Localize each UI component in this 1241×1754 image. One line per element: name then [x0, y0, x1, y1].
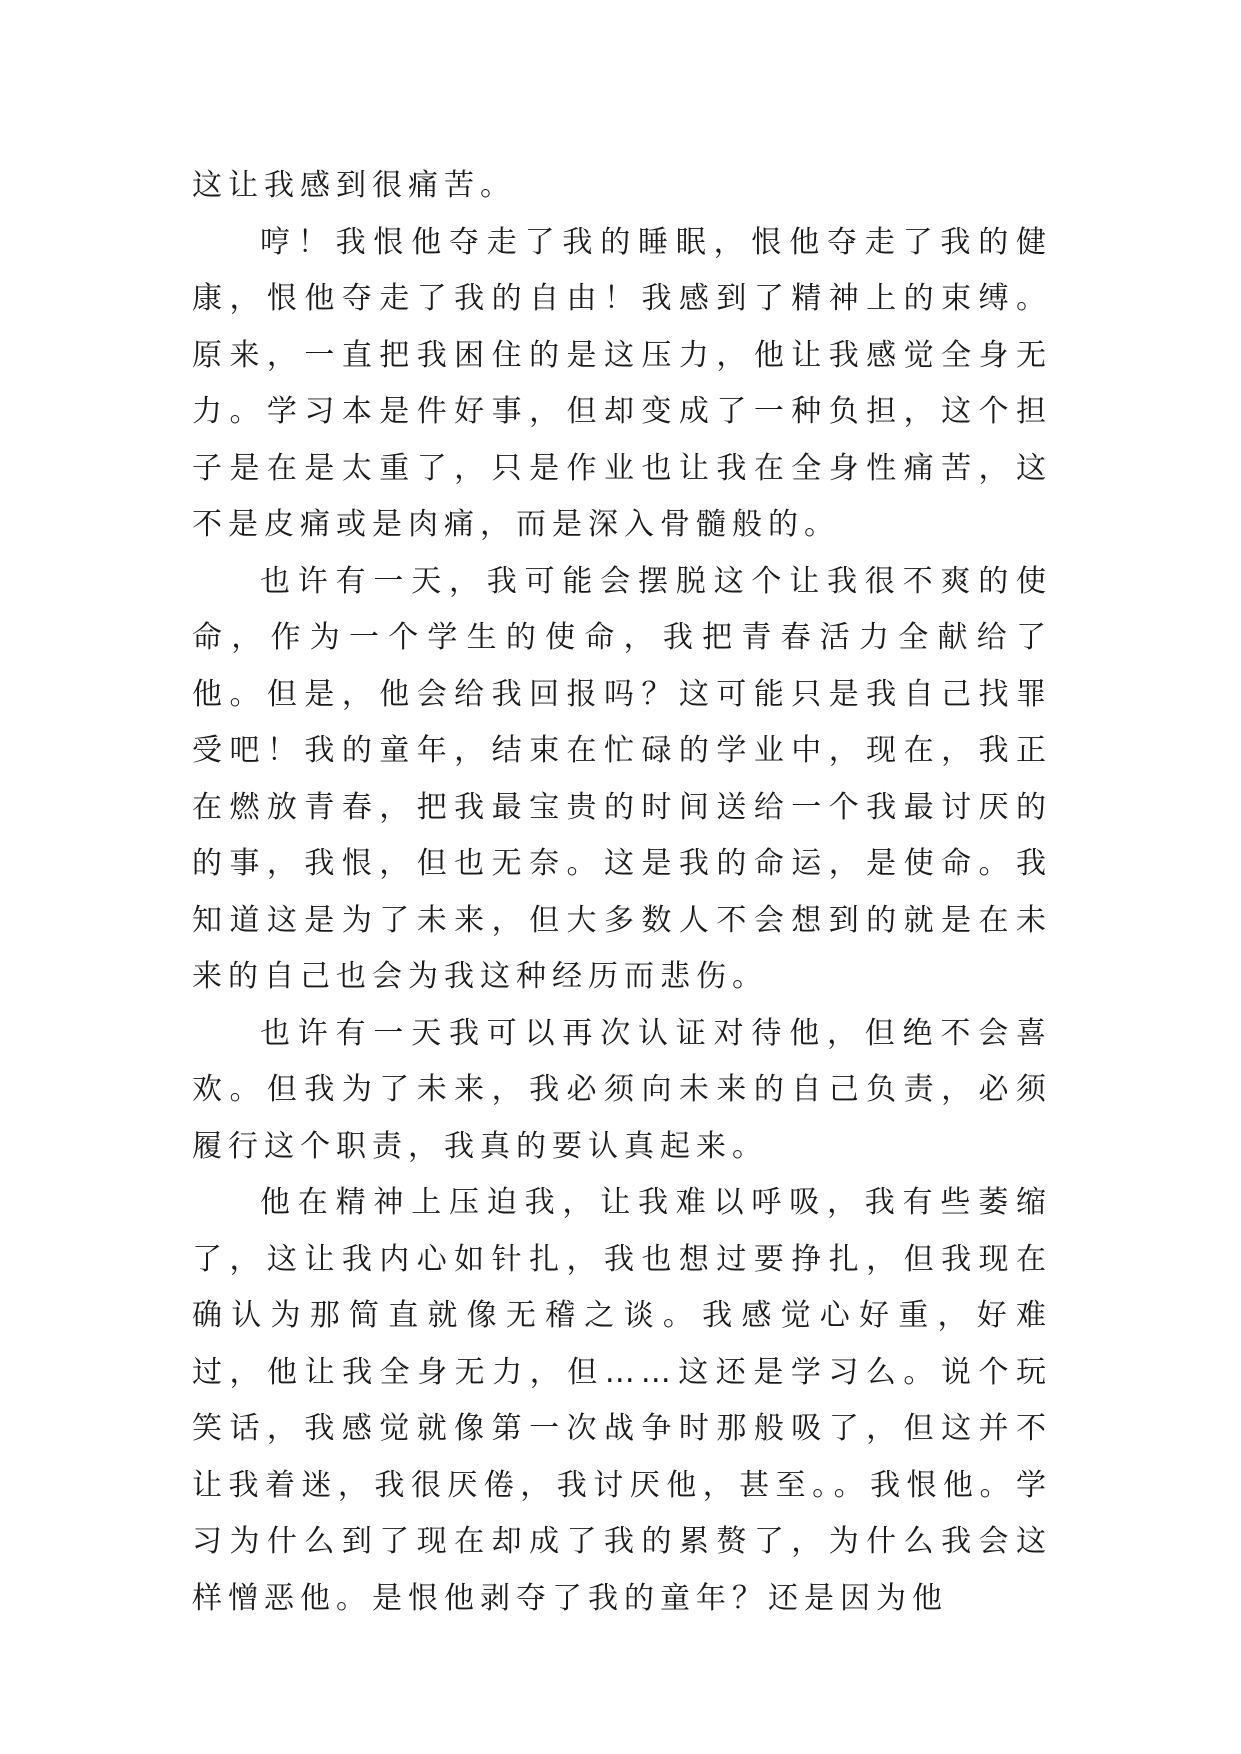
- paragraph-3: 也许有一天，我可能会摆脱这个让我很不爽的使命，作为一个学生的使命，我把青春活力全献给了他。但是，他会给我回报吗？这可能只是我自己找罪受吧！我的童年，结束在忙碌的学业中，现在，我正在燃放青春，把我最宝贵的时间送给一个我最讨厌的的事，我恨，但也无奈。这是我的命运，是使命。我知道这是为了未来，但大多数人不会想到的就是在未来的自己也会为我这种经历而悲伤。: [192, 563, 1052, 994]
- paragraph-1: 这让我感到很痛苦。: [192, 168, 516, 203]
- document-body: [192, 158, 1052, 1627]
- paragraph-4: 也许有一天我可以再次认证对待他，但绝不会喜欢。但我为了未来，我必须向未来的自己负责，必须履行这个职责，我真的要认真起来。: [192, 1015, 1052, 1164]
- paragraph-5: 他在精神上压迫我，让我难以呼吸，我有些萎缩了，这让我内心如针扎，我也想过要挣扎，但我现在确认为那简直就像无稽之谈。我感觉心好重，好难过，他让我全身无力，但……这还是学习么。说个玩笑话，我感觉就像第一次战争时那般吸了，但这并不让我着迷，我很厌倦，我讨厌他，甚至。。我恨他。学习为什么到了现在却成了我的累赘了，为什么我会这样憎恶他。是恨他剥夺了我的童年？还是因为他: [192, 1185, 1052, 1616]
- paragraph-2: 哼！我恨他夺走了我的睡眠，恨他夺走了我的健康，恨他夺走了我的自由！我感到了精神上的束缚。原来，一直把我困住的是这压力，他让我感觉全身无力。学习本是件好事，但却变成了一种负担，这个担子是在是太重了，只是作业也让我在全身性痛苦，这不是皮痛或是肉痛，而是深入骨髓般的。: [192, 224, 1052, 542]
